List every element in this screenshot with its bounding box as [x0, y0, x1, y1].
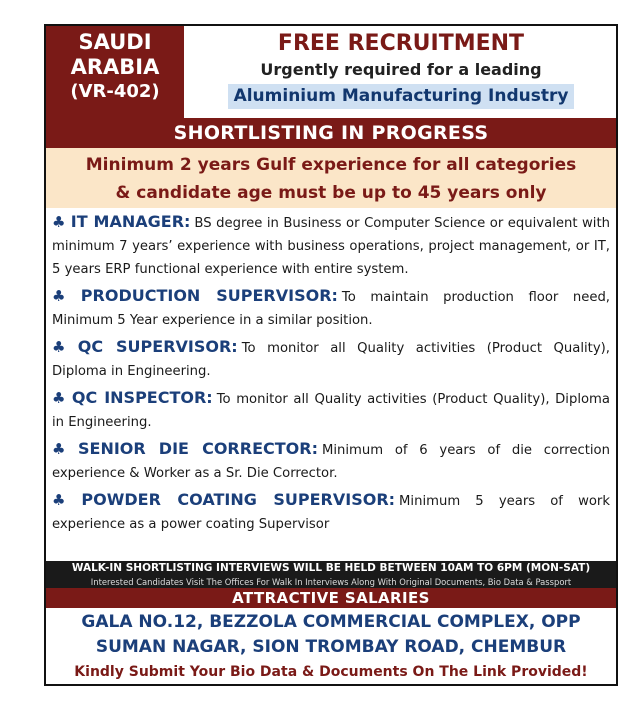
job-description: To maintain production floor need, Minimum 5 Year experience in a similar position.: [52, 290, 611, 328]
club-icon: ♣: [52, 389, 67, 407]
job-description: To monitor all Quality activities (Product Quality), Diploma in Engineering.: [52, 341, 610, 379]
country-line2: ARABIA: [70, 55, 160, 79]
job-item: [52, 488, 610, 536]
interested-note: Interested Candidates Visit The Offices For Walk In Interviews Along With Original Documents, Bio Data & Passport: [46, 576, 616, 588]
job-item: [52, 335, 610, 383]
job-list: [52, 210, 610, 539]
industry-label: Aluminium Manufacturing Industry: [228, 84, 575, 109]
job-item: [52, 284, 610, 332]
address-line1: GALA NO.12, BEZZOLA COMMERCIAL COMPLEX, OPP: [81, 612, 581, 632]
job-title: QC INSPECTOR:: [71, 388, 213, 407]
status-banner: SHORTLISTING IN PROGRESS: [46, 118, 616, 148]
job-item: [52, 386, 610, 434]
address-line2: SUMAN NAGAR, SION TROMBAY ROAD, CHEMBUR: [95, 637, 567, 657]
job-description: To monitor all Quality activities (Product Quality), Diploma in Engineering.: [52, 392, 610, 430]
job-title: POWDER COATING SUPERVISOR:: [81, 490, 396, 509]
job-item: [52, 437, 610, 485]
job-description: Minimum of 6 years of die correction experience & Worker as a Sr. Die Corrector.: [52, 443, 610, 481]
club-icon: ♣: [52, 491, 77, 509]
country-box: [46, 26, 184, 118]
requirement-line2: & candidate age must be up to 45 years only: [115, 183, 547, 203]
salaries-banner: ATTRACTIVE SALARIES: [46, 588, 616, 608]
address-block: [46, 610, 616, 660]
job-description: Minimum 5 years of work experience as a power coating Supervisor: [52, 494, 610, 532]
country-line1: SAUDI: [78, 30, 152, 54]
job-title: PRODUCTION SUPERVISOR:: [80, 286, 338, 305]
job-description: BS degree in Business or Computer Science or equivalent with minimum 7 years’ experience with business operations, project management, or IT, 5 years ERP functional experience with entire system.: [52, 216, 610, 277]
recruitment-flyer: [44, 24, 618, 686]
country-code: (VR-402): [70, 81, 160, 102]
job-item: [52, 210, 610, 281]
requirements-box: [46, 148, 616, 208]
submit-note: Kindly Submit Your Bio Data & Documents On The Link Provided!: [74, 664, 588, 680]
club-icon: ♣: [52, 213, 66, 231]
page-title: FREE RECRUITMENT: [277, 31, 525, 56]
header-titles: [186, 26, 616, 118]
subtitle: Urgently required for a leading: [260, 60, 542, 79]
club-icon: ♣: [52, 338, 73, 356]
club-icon: ♣: [52, 287, 76, 305]
job-title: QC SUPERVISOR:: [77, 337, 238, 356]
walkin-banner: WALK-IN SHORTLISTING INTERVIEWS WILL BE HELD BETWEEN 10AM TO 6PM (MON-SAT): [46, 561, 616, 576]
job-title: IT MANAGER:: [70, 212, 191, 231]
requirement-line1: Minimum 2 years Gulf experience for all categories: [85, 155, 577, 175]
job-title: SENIOR DIE CORRECTOR:: [77, 439, 318, 458]
club-icon: ♣: [52, 440, 73, 458]
